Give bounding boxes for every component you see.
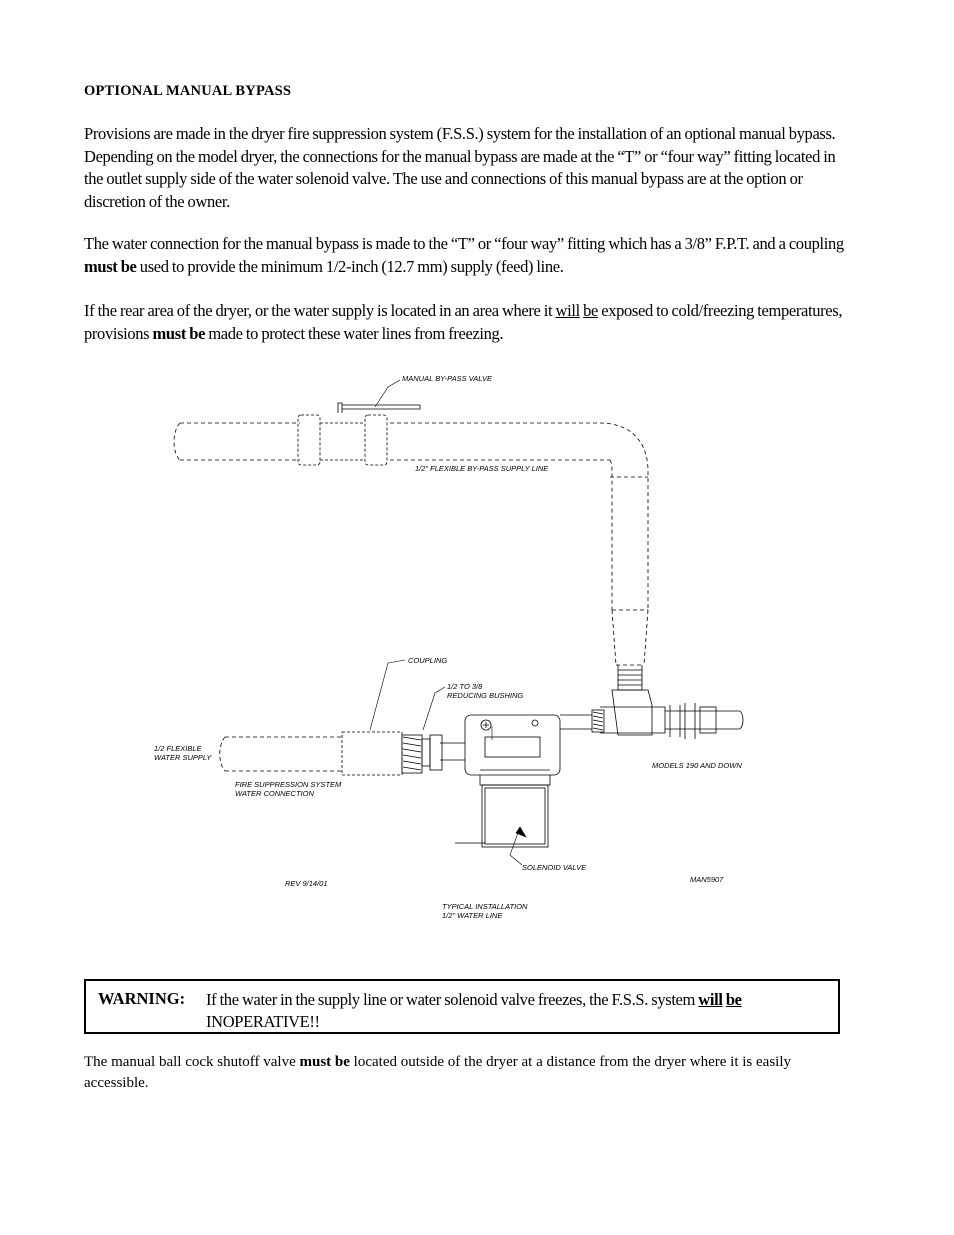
p3-emphasis: must be: [152, 323, 206, 343]
label-bushing-line2: REDUCING BUSHING: [447, 691, 524, 700]
paragraph-water-connection: [84, 233, 844, 278]
warning-label: WARNING:: [98, 989, 186, 1008]
paragraph-freezing: [84, 300, 844, 345]
coupling-threads: [402, 735, 422, 773]
p3-text-c: made to protect these water lines from freezing.: [205, 323, 504, 343]
label-solenoid: SOLENOID VALVE: [522, 863, 587, 872]
caption-line1: TYPICAL INSTALLATION: [442, 902, 528, 911]
label-revision: REV 9/14/01: [285, 879, 328, 888]
diagram-svg: [140, 365, 760, 930]
coupling-outline: [342, 732, 402, 775]
final-emphasis: must be: [299, 1054, 350, 1070]
inlet-pipe: [440, 743, 465, 760]
leader-lines: [370, 380, 526, 865]
paragraph-provisions: Provisions are made in the dryer fire suppression system (F.S.S.) system for the installation of an optional manual bypass. Depending on the model dryer, the connections for the manual bypass are made at the “T” or “four way” fitting located in the outlet supply side of the water solenoid valve. The use and connections of this manual bypass are at the option or discretion of the owner.: [84, 124, 836, 211]
warning-text-b: INOPERATIVE!!: [206, 1012, 320, 1031]
bypass-installation-diagram: [140, 365, 760, 930]
label-flex-line1: 1/2 FLEXIBLE: [154, 744, 202, 753]
warning-text-a: If the water in the supply line or water solenoid valve freezes, the F.S.S. system: [206, 990, 699, 1009]
label-coupling: COUPLING: [408, 656, 448, 665]
caption-line2: 1/2" WATER LINE: [442, 911, 503, 920]
label-fss-line1: FIRE SUPPRESSION SYSTEM: [235, 780, 342, 789]
label-supply-line: 1/2" FLEXIBLE BY-PASS SUPPLY LINE: [415, 464, 549, 473]
label-fss-line2: WATER CONNECTION: [235, 789, 314, 798]
bypass-valve-fittings: [298, 415, 387, 465]
flexible-water-supply: [220, 737, 342, 771]
label-models: MODELS 190 AND DOWN: [652, 761, 742, 770]
warning-underline-be: be: [725, 990, 742, 1009]
solenoid-outlet-pipe: [560, 715, 592, 729]
drop-nut: [618, 665, 642, 690]
hose-end: [612, 610, 648, 665]
label-drawing-code: MAN5907: [690, 875, 724, 884]
p2-text-a: The water connection for the manual bypass is made to the “T” or “four way” fitting which has a 3/8” F.P.T. and a coupling: [84, 234, 844, 253]
p3-underline-be: be: [583, 301, 598, 320]
bypass-valve-handle: [338, 403, 420, 413]
label-bypass-valve: MANUAL BY-PASS VALVE: [402, 374, 493, 383]
bypass-supply-line: [174, 423, 610, 460]
bypass-elbow: [600, 423, 648, 610]
warning-text: [206, 989, 831, 1033]
final-text-a: The manual ball cock shutoff valve: [84, 1054, 300, 1070]
solenoid-valve-body: [465, 715, 560, 785]
p2-text-b: used to provide the minimum 1/2-inch (12.7 mm) supply (feed) line.: [136, 256, 564, 276]
warning-box: [84, 979, 840, 1034]
p3-underline-will: will: [555, 301, 580, 320]
section-heading: OPTIONAL MANUAL BYPASS: [84, 83, 292, 99]
p2-emphasis: must be: [84, 256, 137, 276]
tee-fitting: [600, 690, 665, 735]
reducing-bushing: [422, 735, 442, 770]
right-pipe: [665, 703, 743, 739]
threaded-nipple: [592, 710, 604, 732]
paragraph-shutoff-valve: [84, 1052, 844, 1094]
solenoid-coil: [455, 785, 548, 847]
p3-text-b: exposed to cold/freezing temperatures, provisions: [84, 301, 843, 343]
warning-underline-will: will: [698, 990, 723, 1009]
p3-text-a: If the rear area of the dryer, or the water supply is located in an area where it: [84, 301, 556, 320]
label-bushing-line1: 1/2 TO 3/8: [447, 682, 483, 691]
label-flex-line2: WATER SUPPLY: [154, 753, 212, 762]
final-text-b: located outside of the dryer at a distance from the dryer where it is easily accessible.: [84, 1054, 792, 1091]
